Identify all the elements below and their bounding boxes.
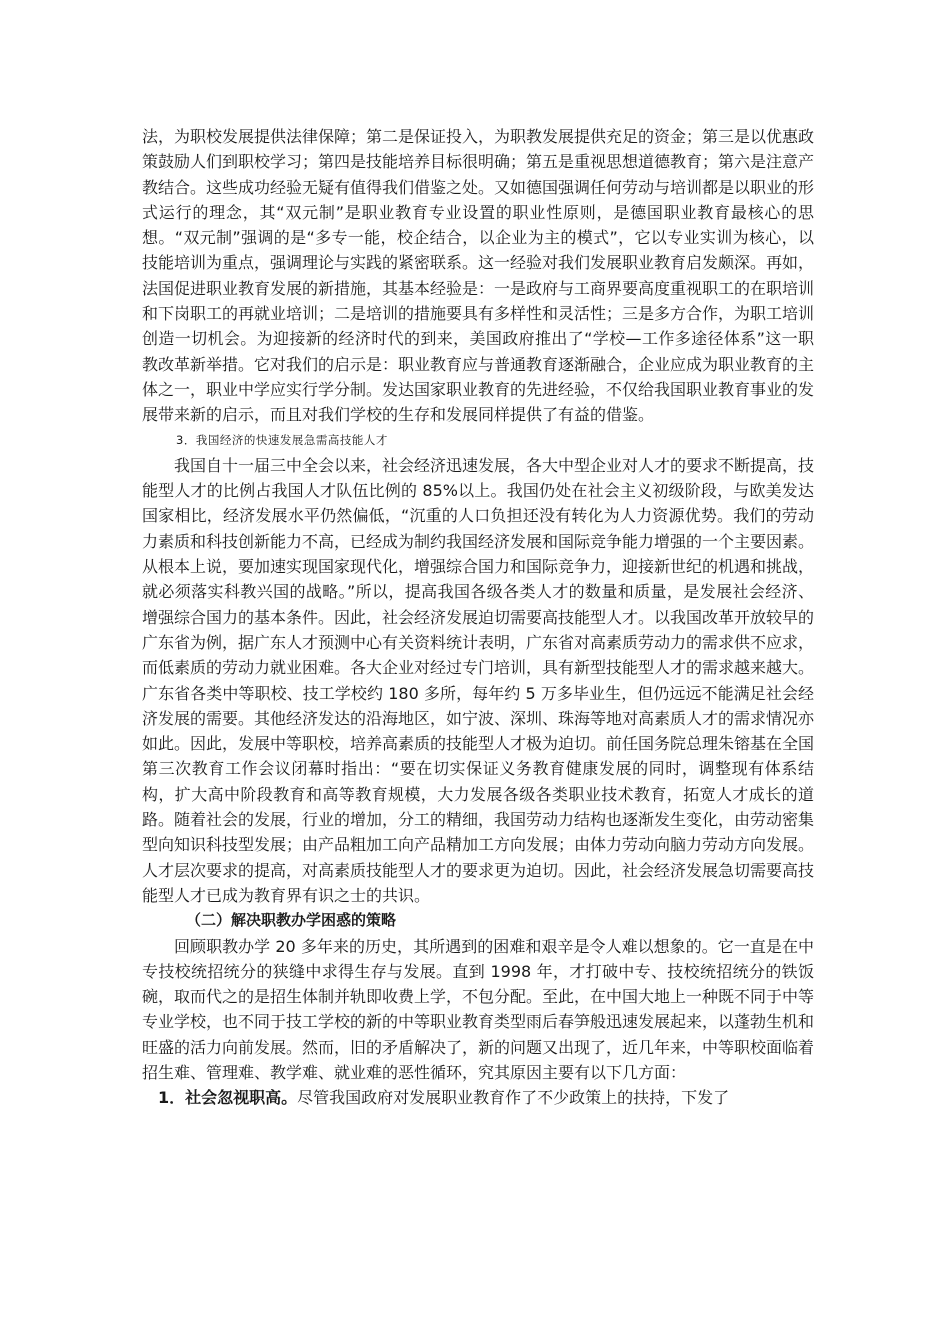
- point-1-lead: 1．社会忽视职高。: [158, 1088, 298, 1108]
- paragraph-skilled-talent-demand: 我国自十一届三中全会以来，社会经济迅速发展，各大中型企业对人才的要求不断提高，技能型人才的比例占我国人才队伍比例的 85%以上。我国仍处在社会主义初级阶段，与欧美发达国家相比，经济发展水平仍然偏低，“沉重的人口负担还没有转化为人力资源优势。我们的劳动力素质和科技创新能力不高，已经成为制约我国经济发展和国际竞争能力增强的一个主要因素。从根本上说，要加速实现国家现代化，增强综合国力和国际竞争力，迎接新世纪的机遇和挑战，就必须落实科教兴国的战略。”所以，提高我国各级各类人才的数量和质量，是发展社会经济、增强综合国力的基本条件。因此，社会经济发展迫切需要高技能型人才。以我国改革开放较早的广东省为例，据广东人才预测中心有关资料统计表明，广东省对高素质劳动力的需求供不应求，而低素质的劳动力就业困难。各大企业对经过专门培训，具有新型技能型人才的需求越来越大。广东省各类中等职校、技工学校约 180 多所，每年约 5 万多毕业生，但仍远远不能满足社会经济发展的需要。其他经济发达的沿海地区，如宁波、深圳、珠海等地对高素质人才的需求情况亦如此。因此，发展中等职校，培养高素质的技能型人才极为迫切。前任国务院总理朱镕基在全国第三次教育工作会议闭幕时指出：“要在切实保证义务教育健康发展的同时，调整现有体系结构，扩大高中阶段教育和高等教育规模，大力发展各级各类职业技术教育，拓宽人才成长的道路。随着社会的发展，行业的增加，分工的精细，我国劳动力结构也逐渐发生变化，由劳动密集型向知识科技型发展；由产品粗加工向产品精加工方向发展；由体力劳动向脑力劳动方向发展。人才层次要求的提高，对高素质技能型人才的要求更为迫切。因此，社会经济发展急切需要高技能型人才已成为教育界有识之士的共识。: [142, 455, 815, 905]
- paragraph-foreign-experience: 法，为职校发展提供法律保障；第二是保证投入，为职教发展提供充足的资金；第三是以优惠政策鼓励人们到职校学习；第四是技能培养目标很明确；第五是重视思想道德教育；第六是注意产教结合。这些成功经验无疑有值得我们借鉴之处。又如德国强调任何劳动与培训都是以职业的形式运行的理念，其“双元制”是职业教育专业设置的职业性原则，是德国职业教育最核心的思想。“双元制”强调的是“多专一能，校企结合，以企业为主的模式”，它以专业实训为核心，以技能培训为重点，强调理论与实践的紧密联系。这一经验对我们发展职业教育启发颇深。再如，法国促进职业教育发展的新措施，其基本经验是：一是政府与工商界要高度重视职工的在职培训和下岗职工的再就业培训；二是培训的措施要具有多样性和灵活性；三是多方合作，为职工培训创造一切机会。为迎接新的经济时代的到来，美国政府推出了“学校—工作多途径体系”这一职教改革新举措。它对我们的启示是：职业教育应与普通教育逐渐融合，企业应成为职业教育的主体之一，职业中学应实行学分制。发达国家职业教育的先进经验，不仅给我国职业教育事业的发展带来新的启示，而且对我们学校的生存和发展同样提供了有益的借鉴。: [142, 127, 815, 425]
- point-1-text: 尽管我国政府对发展职业教育作了不少政策上的扶持，下发了: [297, 1088, 730, 1108]
- document-body: [142, 124, 814, 1111]
- paragraph-vocational-history: 回顾职教办学 20 多年来的历史，其所遇到的困难和艰辛是令人难以想象的。它一直是在中专技校统招统分的狭缝中求得生存与发展。直到 1998 年，才打破中专、技校统招统分的铁饭碗，取而代之的是招生体制并轨即收费上学，不包分配。至此，在中国大地上一种既不同于中等专业学校，也不同于技工学校的新的中等职业教育类型雨后春笋般迅速发展起来，以蓬勃生机和旺盛的活力向前发展。然而，旧的矛盾解决了，新的问题又出现了，近几年来，中等职校面临着招生难、管理难、教学难、就业难的恶性循环，究其原因主要有以下几方面：: [142, 936, 815, 1082]
- paragraph-point-1: [142, 1085, 814, 1110]
- subheading-economic-development: 3．我国经济的快速发展急需高技能人才: [176, 432, 388, 447]
- section-heading-strategies: （二）解决职教办学困惑的策略: [186, 911, 397, 930]
